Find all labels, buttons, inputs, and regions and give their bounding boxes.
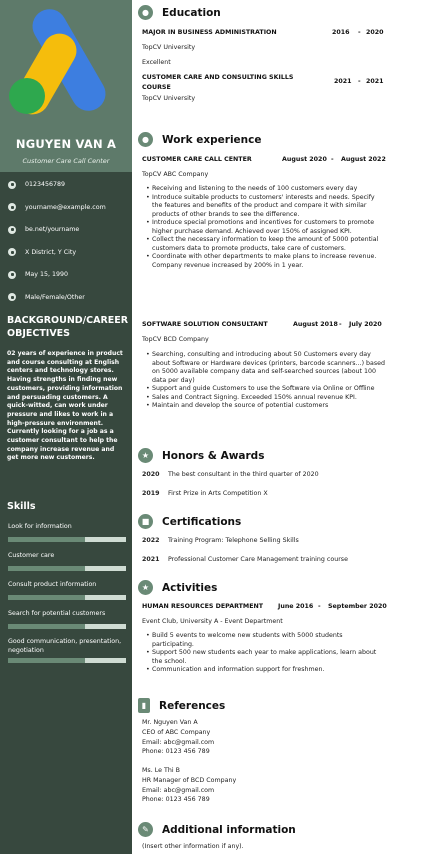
skill-fill — [8, 658, 85, 663]
education-item: CUSTOMER CARE AND CONSULTING SKILLS COURSE 2021 - 2021 — [142, 74, 384, 91]
skill-item — [8, 552, 126, 581]
skill-bar — [8, 595, 126, 600]
profile-name: NGUYEN VAN A — [15, 137, 117, 151]
references-header — [138, 698, 225, 713]
skill-item — [8, 638, 126, 663]
bookmark-icon: ▮ — [138, 698, 150, 713]
list-item: • Maintain and develop the source of potential customers — [146, 402, 386, 411]
skills-list — [8, 523, 126, 663]
contact-phone: 0123456789 — [8, 179, 130, 190]
skill-fill — [8, 537, 85, 542]
experience-company: TopCV ABC Company — [142, 171, 209, 178]
certificate-icon: ■ — [138, 514, 153, 529]
web-icon — [8, 226, 16, 234]
awards-title: Honors & Awards — [162, 449, 265, 462]
contact-birthday: May 15, 1990 — [8, 269, 130, 280]
certifications-title: Certifications — [162, 515, 242, 528]
skill-label: Consult product information — [8, 581, 97, 588]
list-item: • Collect the necessary information to keep the amount of 5000 potential customers data to promote products, take care of customers. — [146, 236, 386, 253]
award-item: 2019 First Prize in Arts Competition X — [142, 490, 268, 497]
skill-label: Search for potential customers — [8, 610, 106, 617]
activities-header — [138, 580, 217, 595]
skill-item — [8, 523, 126, 552]
profile-role: Customer Care Call Center — [22, 157, 110, 165]
education-header — [138, 5, 221, 20]
skill-bar — [8, 566, 126, 571]
skill-label: Customer care — [8, 552, 55, 559]
activity-item: HUMAN RESOURCES DEPARTMENT June 2016 - September 2020 — [142, 603, 387, 610]
list-item: • Introduce suitable products to customers' interests and needs. Specify the features and benefits of the product and compare it with similar products of other brands to see the difference. — [146, 194, 386, 220]
skill-fill — [8, 566, 85, 571]
trophy-icon: ★ — [138, 448, 153, 463]
additional-title: Additional information — [162, 823, 296, 836]
experience-bullets — [146, 185, 386, 270]
star-icon: ★ — [138, 580, 153, 595]
skill-label: Good communication, presentation, negotiation — [8, 638, 122, 654]
award-item: 2020 The best consultant in the third quarter of 2020 — [142, 471, 319, 478]
education-school: TopCV University — [142, 44, 196, 51]
profile-logo — [0, 0, 132, 130]
contact-website: be.net/yourname — [8, 224, 130, 235]
experience-bullets — [146, 351, 386, 411]
reference-item: Ms. Le Thi B HR Manager of BCD Company Email: abc@gmail.com Phone: 0123 456 789 — [142, 767, 237, 804]
skill-fill — [8, 624, 85, 629]
certifications-header — [138, 514, 241, 529]
list-item: • Support and guide Customers to use the Software via Online or Offline — [146, 385, 386, 394]
experience-header — [138, 132, 262, 147]
main-content — [132, 0, 426, 854]
pencil-icon: ✎ — [138, 822, 153, 837]
people-icon: ● — [138, 132, 153, 147]
skill-bar — [8, 624, 126, 629]
skill-bar — [8, 658, 126, 663]
list-item: • Coordinate with other departments to make plans to increase revenue. Company revenue increased by 200% in 1 year. — [146, 253, 386, 270]
additional-text: (Insert other information if any). — [142, 843, 244, 850]
location-pin-icon: ● — [138, 5, 153, 20]
activity-org: Event Club, University A - Event Department — [142, 618, 283, 625]
activity-bullets — [146, 632, 386, 675]
objectives-text: 02 years of experience in product and course consulting at English centers and technology stores. Having strengths in finding new customers, providing information and persuading customers. A quick-witted, can work under pressure and likes to work in a high-pressure environment. Currently looking for a job as a customer consultant to help the company increase revenue and get more new customers. — [7, 350, 123, 462]
references-title: References — [159, 699, 226, 712]
skills-title: Skills — [7, 501, 36, 512]
list-item: • Sales and Contract Signing. Exceeded 150% annual revenue KPI. — [146, 394, 386, 403]
skill-item — [8, 610, 126, 638]
list-item: • Build 5 events to welcome new students with 5000 students participating. — [146, 632, 386, 649]
contact-address: X District, Y City — [8, 247, 130, 258]
experience-item: CUSTOMER CARE CALL CENTER August 2020 - August 2022 — [142, 156, 386, 163]
email-icon — [8, 203, 16, 211]
sidebar — [0, 0, 132, 854]
experience-company: TopCV BCD Company — [142, 336, 209, 343]
activities-title: Activities — [162, 581, 218, 594]
list-item: • Receiving and listening to the needs of 100 customers every day — [146, 185, 386, 194]
calendar-icon — [8, 271, 16, 279]
list-item: • Searching, consulting and introducing about 50 Customers every day about Software or Hardware devices (printers, barcode scanners...) based on 5000 available company data and self-searched sources (about 100 data per day) — [146, 351, 386, 385]
skill-label: Look for information — [8, 523, 72, 530]
additional-header — [138, 822, 296, 837]
experience-title: Work experience — [162, 133, 262, 146]
objectives-title: BACKGROUND/CAREER OBJECTIVES — [7, 315, 129, 339]
list-item: • Support 500 new students each year to make applications, learn about the school. — [146, 649, 386, 666]
person-icon — [8, 293, 16, 301]
contact-list — [8, 179, 130, 314]
education-item: MAJOR IN BUSINESS ADMINISTRATION 2016 - 2020 — [142, 29, 384, 36]
education-note: Excellent — [142, 59, 171, 66]
awards-header — [138, 448, 264, 463]
certification-item: 2022 Training Program: Telephone Selling Skills — [142, 537, 299, 544]
certification-item: 2021 Professional Customer Care Management training course — [142, 556, 348, 563]
skill-fill — [8, 595, 85, 600]
contact-gender: Male/Female/Other — [8, 292, 130, 303]
list-item: • Introduce special promotions and incentives for customers to promote higher purchase demand. Achieved over 150% of assigned KPI. — [146, 219, 386, 236]
skill-bar — [8, 537, 126, 542]
list-item: • Communication and information support for freshmen. — [146, 666, 386, 675]
google-ads-logo — [0, 0, 132, 130]
contact-email: yourname@example.com — [8, 202, 130, 213]
education-title: Education — [162, 6, 221, 19]
experience-item: SOFTWARE SOLUTION CONSULTANT August 2018 - July 2020 — [142, 321, 382, 328]
education-school: TopCV University — [142, 95, 196, 102]
phone-icon — [8, 181, 16, 189]
reference-item: Mr. Nguyen Van A CEO of ABC Company Email: abc@gmail.com Phone: 0123 456 789 — [142, 719, 215, 756]
skill-item — [8, 581, 126, 610]
location-icon — [8, 248, 16, 256]
